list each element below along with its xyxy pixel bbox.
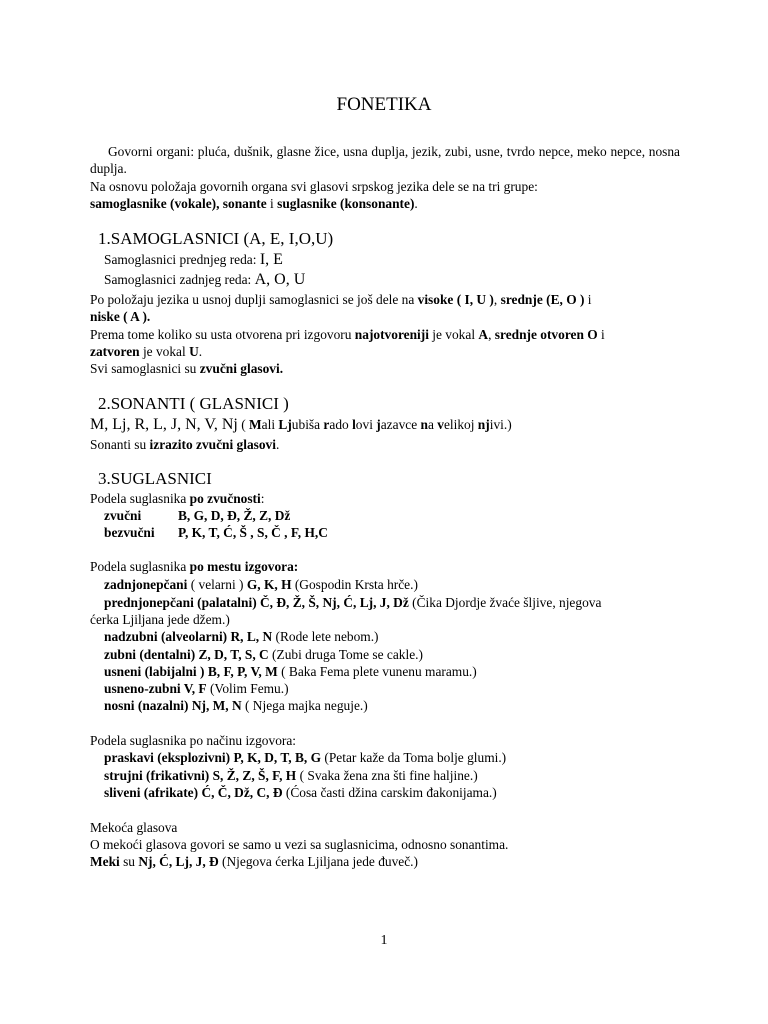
- text: ali: [261, 417, 279, 432]
- mid-vowels: srednje (E, O ): [500, 292, 585, 307]
- row-label: nosni (nazalni): [104, 698, 189, 713]
- heading-sonanti: 2.SONANTI ( GLASNICI ): [98, 394, 289, 413]
- softness-line1: O mekoći glasova govori se samo u vezi sa suglasnicima, odnosno sonantima.: [90, 837, 509, 852]
- row-label: usneni (labijalni ): [104, 664, 205, 679]
- front-vowels: [104, 251, 694, 268]
- row-values: P, K, D, T, B, G: [230, 750, 322, 765]
- text: ubiša: [291, 417, 324, 432]
- row-values: Č, Đ, Ž, Š, Nj, Ć, Lj, J, Dž: [256, 595, 409, 610]
- groups-and: i: [266, 196, 278, 211]
- groups-consonants: suglasnike (konsonante): [277, 196, 415, 211]
- row-label: usneno-zubni: [104, 681, 181, 696]
- row-label: sliveni (afrikate): [104, 785, 199, 800]
- voiced-row: [104, 507, 694, 524]
- row-example: (Gospodin Krsta hrče.): [291, 577, 418, 592]
- text: :: [260, 491, 265, 506]
- intro-organs: Govorni organi: pluća, dušnik, glasne žice, usna duplja, jezik, zubi, usne, tvrdo nepce, meko nepce, nosna duplja.: [90, 144, 680, 176]
- vowel-openness-line2: [90, 343, 680, 360]
- mnemonic-letter: M: [249, 417, 262, 432]
- softness-title: Mekoća glasova: [90, 820, 178, 835]
- mnemonic-letter: Lj: [278, 417, 292, 432]
- front-vowels-values: I, E: [259, 251, 283, 268]
- manner-row: [104, 784, 694, 801]
- row-example: (Ćosa časti džina carskim đakonijama.): [282, 785, 497, 800]
- mnemonic-letter: nj: [477, 417, 490, 432]
- text: je vokal: [139, 344, 190, 359]
- text: i: [597, 327, 605, 342]
- row-label: prednjonepčani (palatalni): [104, 595, 257, 610]
- voicing-title: [90, 490, 680, 507]
- row-example: ( Njega majka neguje.): [241, 698, 368, 713]
- row-values: S, Ž, Z, Š, F, H: [209, 768, 297, 783]
- row-values: Z, D, T, S, C: [195, 647, 269, 662]
- text: i: [584, 292, 592, 307]
- intro-groups: Na osnovu položaja govornih organa svi glasovi srpskog jezika dele se na tri grupe:: [90, 179, 538, 194]
- voiceless-row: [104, 524, 694, 541]
- mnemonic-letter: j: [376, 417, 381, 432]
- text: elikoj: [443, 417, 478, 432]
- groups-vowels-sonants: samoglasnike (vokale), sonante: [90, 196, 267, 211]
- sonants-values: M, Lj, R, L, J, N, V, Nj: [90, 416, 238, 433]
- back-vowels: [104, 271, 694, 288]
- row-values: B, F, P, V, M: [204, 664, 278, 679]
- place-row: [104, 663, 694, 680]
- text: ( velarni ): [187, 577, 247, 592]
- row-example: (Volim Femu.): [206, 681, 289, 696]
- mid-open: srednje otvoren O: [494, 327, 598, 342]
- row-label: praskavi (eksplozivni): [104, 750, 231, 765]
- place-row: [104, 594, 694, 611]
- text: ado: [329, 417, 353, 432]
- vowel-height-line2: [90, 308, 680, 325]
- strongly-voiced: izrazito zvučni glasovi: [149, 437, 276, 452]
- text: (: [237, 417, 250, 432]
- text: Po položaju jezika u usnoj duplji samoglasnici se još dele na: [90, 292, 418, 307]
- row-example: ( Baka Fema plete vunenu maramu.): [277, 664, 477, 679]
- page-number: 1: [380, 933, 388, 948]
- most-open: najotvoreniji: [354, 327, 429, 342]
- sonants-voiced: [90, 436, 680, 453]
- heading-samoglasnici: 1.SAMOGLASNICI (A, E, I,O,U): [98, 229, 334, 248]
- place-title: [90, 558, 680, 575]
- heading-suglasnici: 3.SUGLASNICI: [98, 469, 212, 488]
- manner-title: Podela suglasnika po načinu izgovora:: [90, 733, 297, 748]
- mnemonic-letter: v: [437, 417, 444, 432]
- place-row: [104, 680, 694, 697]
- row-example: ( Svaka žena zna šti fine haljine.): [296, 768, 478, 783]
- text: a: [427, 417, 438, 432]
- row-example: (Čika Djordje žvaće šljive, njegova: [408, 595, 602, 610]
- place-row-continued: [90, 611, 680, 628]
- row-values: V, F: [180, 681, 207, 696]
- manner-row: [104, 749, 694, 766]
- soft-label: Meki: [90, 854, 120, 869]
- softness-line2: [90, 853, 680, 870]
- row-example: (Rode lete nebom.): [272, 629, 379, 644]
- front-vowels-label: Samoglasnici prednjeg reda:: [104, 252, 260, 267]
- row-example: (Zubi druga Tome se cakle.): [268, 647, 423, 662]
- voiced-sounds: zvučni glasovi.: [199, 361, 284, 376]
- row-values: R, L, N: [227, 629, 273, 644]
- voiceless-label: bezvučni: [104, 525, 155, 540]
- text: ,: [493, 292, 501, 307]
- vowels-voiced: [90, 360, 680, 377]
- soft-values: Nj, Ć, Lj, J, Đ: [138, 854, 219, 869]
- row-values: Ć, Č, Dž, C, Đ: [198, 785, 283, 800]
- text: Svi samoglasnici su: [90, 361, 200, 376]
- intro-groups-list: [90, 195, 680, 212]
- voiceless-values: P, K, T, Ć, Š , S, Č , F, H,C: [178, 525, 328, 540]
- row-label: nadzubni (alveolarni): [104, 629, 228, 644]
- back-vowels-label: Samoglasnici zadnjeg reda:: [104, 272, 255, 287]
- groups-period: .: [414, 196, 418, 211]
- mnemonic-letter: n: [420, 417, 428, 432]
- place-row: [104, 628, 694, 645]
- low-vowels: niske ( A ).: [90, 309, 151, 324]
- vowel-height-line1: [90, 291, 680, 308]
- page-title: FONETIKA: [336, 94, 432, 115]
- text: Prema tome koliko su usta otvorena pri izgovoru: [90, 327, 355, 342]
- text: ivi.): [489, 417, 512, 432]
- place-row: [104, 576, 694, 593]
- vowel-u: U: [189, 344, 199, 359]
- row-example: ćerka Ljiljana jede džem.): [90, 612, 230, 627]
- row-label: strujni (frikativni): [104, 768, 210, 783]
- vowel-openness-line1: [90, 326, 680, 343]
- text: azavce: [380, 417, 421, 432]
- by-place: po mestu izgovora:: [189, 559, 299, 574]
- text: Podela suglasnika: [90, 559, 190, 574]
- voiced-values: B, G, D, Đ, Ž, Z, Dž: [178, 508, 291, 523]
- high-vowels: visoke ( I, U ): [417, 292, 494, 307]
- back-vowels-values: A, O, U: [254, 271, 306, 288]
- vowel-a: A: [478, 327, 489, 342]
- text: ovi: [355, 417, 377, 432]
- soft-example: (Njegova ćerka Ljiljana jede đuveč.): [218, 854, 418, 869]
- row-label: zubni (dentalni): [104, 647, 196, 662]
- by-voicing: po zvučnosti: [189, 491, 261, 506]
- text: .: [275, 437, 280, 452]
- place-row: [104, 646, 694, 663]
- mnemonic-letter: r: [323, 417, 330, 432]
- sonants-list: [90, 416, 680, 433]
- row-example: (Petar kaže da Toma bolje glumi.): [321, 750, 507, 765]
- text: Podela suglasnika: [90, 491, 190, 506]
- closed: zatvoren: [90, 344, 140, 359]
- row-values: G, K, H: [246, 577, 292, 592]
- text: je vokal: [428, 327, 479, 342]
- row-values: Nj, M, N: [188, 698, 242, 713]
- place-row: [104, 697, 694, 714]
- text: ,: [488, 327, 495, 342]
- text: su: [119, 854, 139, 869]
- text: .: [198, 344, 203, 359]
- manner-row: [104, 767, 694, 784]
- mnemonic-letter: l: [352, 417, 356, 432]
- text: Sonanti su: [90, 437, 150, 452]
- row-label: zadnjonepčani: [104, 577, 188, 592]
- voiced-label: zvučni: [104, 508, 142, 523]
